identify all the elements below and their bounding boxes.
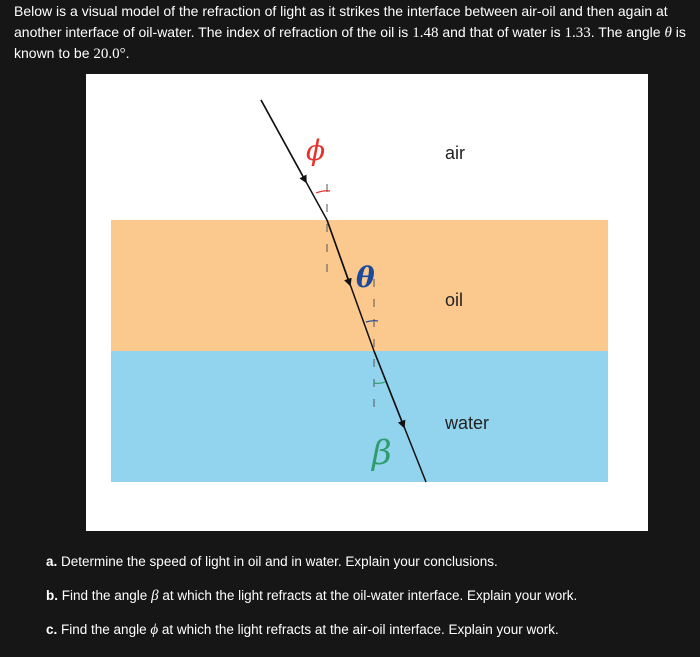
question-c-phi-symbol: ϕ bbox=[150, 622, 159, 638]
refraction-diagram-svg bbox=[86, 74, 648, 531]
theta-symbol: θ bbox=[664, 24, 672, 41]
beta-symbol: β bbox=[372, 433, 392, 473]
question-b-letter: b. bbox=[46, 588, 58, 603]
question-a bbox=[46, 551, 686, 585]
intro-line-2c: . The angle bbox=[590, 23, 665, 40]
question-list bbox=[46, 551, 686, 653]
water-label: water bbox=[445, 413, 490, 433]
theta-diagram-symbol: θ bbox=[356, 261, 375, 294]
question-b-text-end: at which the light refracts at the oil-water interface. Explain your work. bbox=[158, 588, 578, 603]
intro-line-3a: known to be bbox=[14, 45, 94, 61]
phi-angle-arc bbox=[316, 191, 330, 193]
water-index-value: 1.33 bbox=[564, 24, 591, 41]
question-b-text-start: Find the angle bbox=[58, 588, 152, 603]
theta-angle-value: 20.0° bbox=[93, 46, 126, 62]
intro-line-3b: . bbox=[125, 45, 130, 61]
problem-statement bbox=[14, 1, 686, 65]
refraction-diagram bbox=[86, 74, 648, 531]
oil-label: oil bbox=[445, 290, 464, 310]
phi-symbol: ϕ bbox=[306, 134, 326, 167]
question-b-beta-symbol: β bbox=[151, 588, 159, 604]
oil-index-value: 1.48 bbox=[412, 24, 439, 41]
question-b bbox=[46, 585, 686, 619]
intro-line-2a: another interface of oil-water. The index of refraction of the oil is bbox=[14, 23, 413, 40]
air-label: air bbox=[445, 143, 466, 163]
question-c bbox=[46, 619, 686, 653]
question-c-text-start: Find the angle bbox=[57, 622, 151, 637]
question-c-text-end: at which the light refracts at the air-oil interface. Explain your work. bbox=[158, 622, 559, 637]
incident-ray-arrow bbox=[261, 100, 306, 182]
intro-line-2b: and that of water is bbox=[438, 23, 565, 40]
intro-line-2d: is bbox=[671, 23, 686, 40]
intro-line-1: Below is a visual model of the refraction of light as it strikes the interface between air-oil and then again at bbox=[14, 3, 668, 19]
water-layer bbox=[111, 351, 608, 482]
question-c-letter: c. bbox=[46, 622, 58, 637]
question-a-letter: a. bbox=[46, 554, 58, 569]
question-a-text: Determine the speed of light in oil and in water. Explain your conclusions. bbox=[57, 554, 498, 569]
